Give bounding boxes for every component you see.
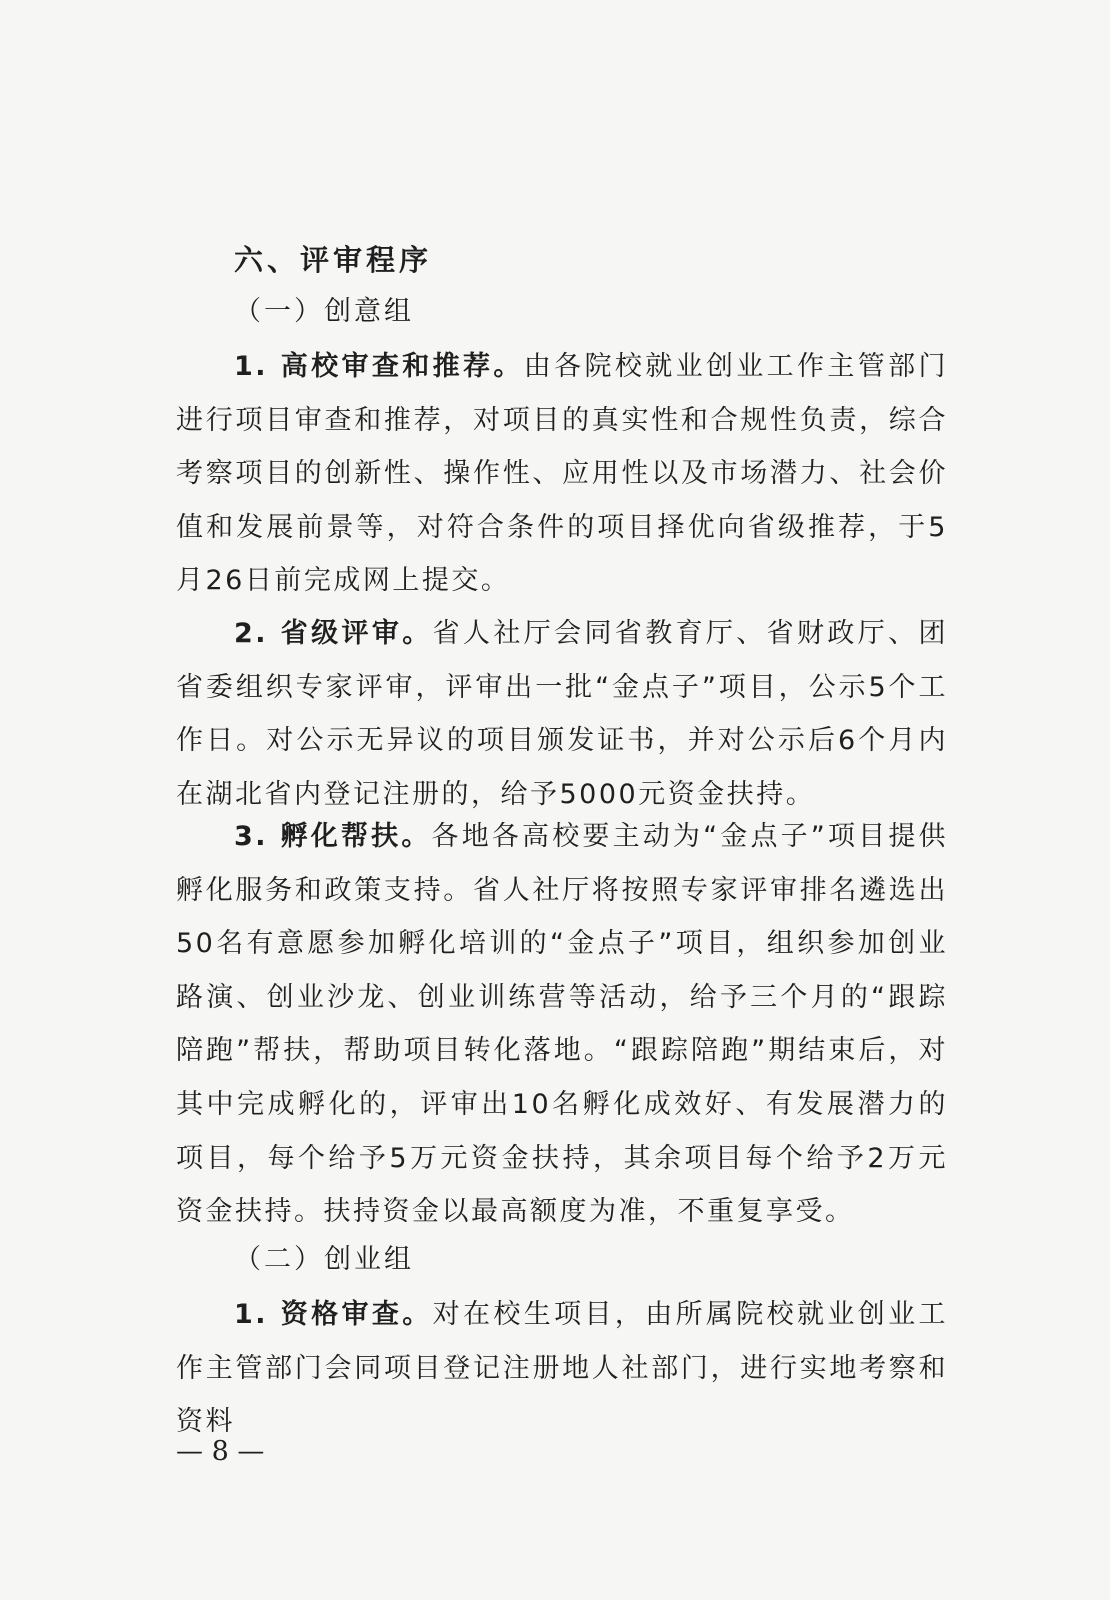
paragraph-school-review <box>176 340 948 608</box>
subsection-title-creative: （一）创意组 <box>234 296 414 327</box>
paragraph-body: 省人社厅会同省教育厅、省财政厅、团省委组织专家评审，评审出一批“金点子”项目，公示5个工作日。对公示无异议的项目颁发证书，并对公示后6个月内在湖北省内登记注册的，给予5000元资金扶持。 <box>176 618 948 810</box>
section-heading: 六、评审程序 <box>234 243 433 277</box>
paragraph-body: 由各院校就业创业工作主管部门进行项目审查和推荐，对项目的真实性和合规性负责，综合考察项目的创新性、操作性、应用性以及市场潜力、社会价值和发展前景等，对符合条件的项目择优向省级推荐，于5月26日前完成网上提交。 <box>176 351 949 597</box>
subsection-title-startup: （二）创业组 <box>234 1244 414 1275</box>
paragraph-provincial-review <box>176 607 948 821</box>
paragraph-qualification-review <box>176 1288 948 1449</box>
paragraph-lead: 3. 孵化帮扶。 <box>234 821 432 852</box>
paragraph-lead: 1. 高校审查和推荐。 <box>234 351 524 382</box>
paragraph-lead: 1. 资格审查。 <box>234 1299 433 1330</box>
paragraph-incubation-support <box>176 810 948 1239</box>
paragraph-body: 各地各高校要主动为“金点子”项目提供孵化服务和政策支持。省人社厅将按照专家评审排名遴选出50名有意愿参加孵化培训的“金点子”项目，组织参加创业路演、创业沙龙、创业训练营等活动，给予三个月的“跟踪陪跑”帮扶，帮助项目转化落地。“跟踪陪跑”期结束后，对其中完成孵化的，评审出10名孵化成效好、有发展潜力的项目，每个给予5万元资金扶持，其余项目每个给予2万元资金扶持。扶持资金以最高额度为准，不重复享受。 <box>176 821 948 1228</box>
paragraph-lead: 2. 省级评审。 <box>234 618 433 649</box>
page-number: — 8 — <box>176 1436 265 1467</box>
paragraph-body: 对在校生项目，由所属院校就业创业工作主管部门会同项目登记注册地人社部门，进行实地考察和资料 <box>176 1299 948 1438</box>
